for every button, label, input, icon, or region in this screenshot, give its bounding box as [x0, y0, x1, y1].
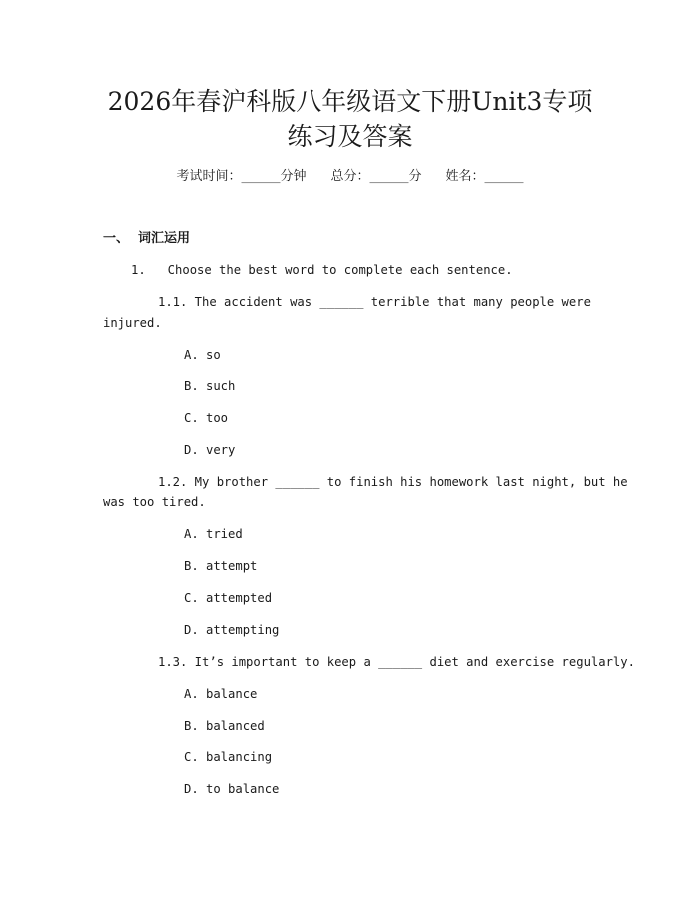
- item-2-option-b: B. attempt: [184, 559, 258, 573]
- item-1-stem-continued: injured.: [103, 316, 162, 330]
- student-name: 姓名：______: [445, 169, 524, 184]
- item-1-option-b: B. such: [184, 379, 236, 393]
- item-3-stem: 1.3. It’s important to keep a ______ diet and exercise regularly.: [158, 655, 635, 669]
- item-2-option-a: A. tried: [184, 527, 243, 541]
- exam-time: 考试时间：______分钟: [176, 169, 307, 184]
- item-2-stem-continued: was too tired.: [103, 495, 206, 509]
- item-3-option-d: D. to balance: [184, 782, 280, 796]
- total-score: 总分：______分: [330, 169, 422, 184]
- item-2-option-c: C. attempted: [184, 591, 273, 605]
- item-1-option-d: D. very: [184, 443, 236, 457]
- item-1-option-a: A. so: [184, 348, 221, 362]
- item-2-option-d: D. attempting: [184, 623, 280, 637]
- item-3-option-c: C. balancing: [184, 750, 273, 764]
- item-2-stem: 1.2. My brother ______ to finish his homework last night, but he: [158, 475, 628, 489]
- section-title: 词汇运用: [138, 231, 191, 246]
- page-title-line-2: 练习及答案: [287, 122, 413, 151]
- section-number: 一、: [103, 231, 130, 246]
- page-title-line-1: 2026年春沪科版八年级语文下册Unit3专项: [107, 87, 593, 116]
- section-heading: [103, 229, 190, 249]
- question-instruction: 1. Choose the best word to complete each sentence.: [131, 263, 513, 277]
- item-1-stem: 1.1. The accident was ______ terrible that many people were: [158, 295, 591, 309]
- item-1-option-c: C. too: [184, 411, 229, 425]
- item-3-option-b: B. balanced: [184, 719, 265, 733]
- item-3-option-a: A. balance: [184, 687, 258, 701]
- exam-info: [0, 167, 700, 187]
